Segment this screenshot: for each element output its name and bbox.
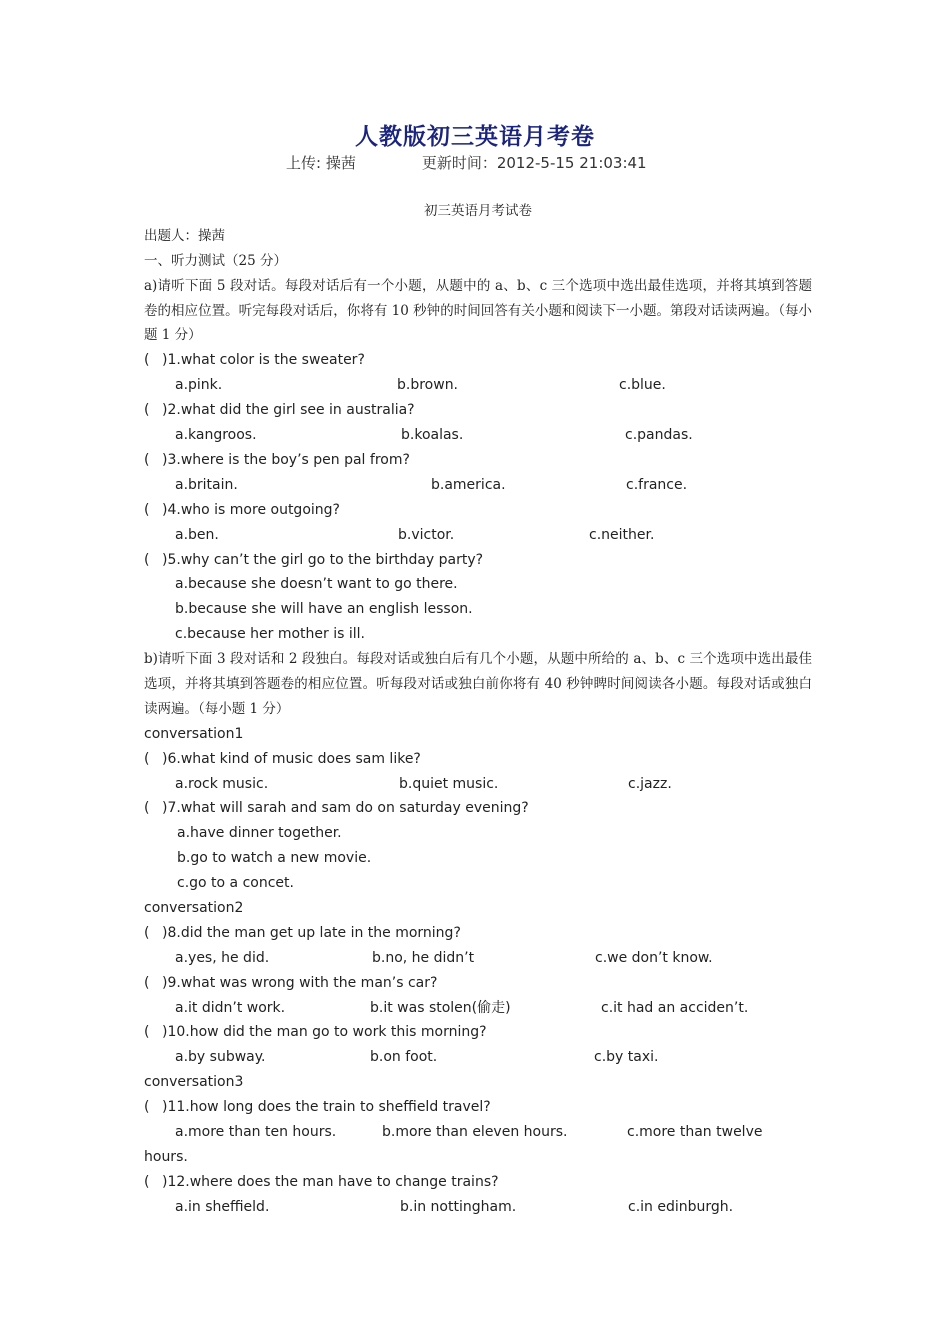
document-body bbox=[144, 199, 812, 1220]
question-8: ( )8.did the man get up late in the morning? bbox=[144, 924, 461, 941]
option-a: a.ben. bbox=[175, 526, 219, 543]
option-a: a.kangroos. bbox=[175, 427, 257, 444]
uploader: 上传: 操茜 bbox=[286, 154, 356, 172]
options-9 bbox=[144, 996, 812, 1021]
option-b: b.brown. bbox=[397, 377, 459, 394]
option-a: a.it didn’t work. bbox=[175, 999, 286, 1016]
option-b: b.it was stolen(偷走) bbox=[370, 999, 511, 1016]
option-c: c.more than twelve bbox=[627, 1124, 763, 1141]
question-2: ( )2.what did the girl see in australia? bbox=[144, 402, 415, 419]
options-6 bbox=[144, 772, 812, 797]
option-c: c.in edinburgh. bbox=[628, 1198, 734, 1215]
option-b: b.america. bbox=[431, 476, 506, 493]
option-c: c.go to a concet. bbox=[177, 875, 294, 892]
instructions-a: a)请听下面 5 段对话。每段对话后有一个小题，从题中的 a、b、c 三个选项中选出最佳选项，并将其填到答题卷的相应位置。听完每段对话后，你将有 10 秒钟的时间回答有关小题和阅读下一小题。第段对话读两遍。（每小题 1 分） bbox=[144, 277, 812, 344]
conversation-heading: conversation3 bbox=[144, 1074, 244, 1091]
option-b: b.go to watch a new movie. bbox=[177, 850, 372, 867]
option-c: c.it had an acciden’t. bbox=[601, 999, 749, 1016]
options-11 bbox=[144, 1120, 812, 1145]
option-b: b.on foot. bbox=[370, 1049, 438, 1066]
option-c: c.by taxi. bbox=[594, 1049, 659, 1066]
instructions-b: b)请听下面 3 段对话和 2 段独白。每段对话或独白后有几个小题，从题中所给的 a、b、c 三个选项中选出最佳选项，并将其填到答题卷的相应位置。听每段对话或独白前你将有 40 秒钟睥时间阅读各小题。每段对话或独白读两遍。（每小题 1 分） bbox=[144, 651, 812, 717]
question-4: ( )4.who is more outgoing? bbox=[144, 501, 340, 518]
option-a: a.more than ten hours. bbox=[175, 1124, 337, 1141]
conversation-heading: conversation1 bbox=[144, 725, 244, 742]
option-c: c.jazz. bbox=[628, 775, 672, 792]
question-12: ( )12.where does the man have to change trains? bbox=[144, 1173, 499, 1190]
option-c: c.neither. bbox=[589, 526, 655, 543]
option-b: b.no, he didn’t bbox=[372, 949, 475, 966]
question-10: ( )10.how did the man go to work this morning? bbox=[144, 1024, 487, 1041]
page-meta bbox=[286, 152, 647, 173]
option-c-continued: hours. bbox=[144, 1148, 188, 1165]
options-10 bbox=[144, 1045, 812, 1070]
options-3 bbox=[144, 473, 812, 498]
update-time: 更新时间：2012-5-15 21:03:41 bbox=[421, 154, 647, 172]
option-c: c.pandas. bbox=[625, 427, 693, 444]
option-c: c.because her mother is ill. bbox=[175, 626, 365, 643]
question-1: ( )1.what color is the sweater? bbox=[144, 352, 365, 369]
options-2 bbox=[144, 423, 812, 448]
option-a: a.rock music. bbox=[175, 775, 269, 792]
option-a: a.pink. bbox=[175, 377, 223, 394]
option-a: a.by subway. bbox=[175, 1049, 266, 1066]
option-a: a.britain. bbox=[175, 476, 238, 493]
question-5: ( )5.why can’t the girl go to the birthday party? bbox=[144, 551, 484, 568]
option-c: c.we don’t know. bbox=[595, 949, 713, 966]
option-a: a.in sheffield. bbox=[175, 1198, 270, 1215]
options-8 bbox=[144, 946, 812, 971]
option-a: a.have dinner together. bbox=[177, 825, 342, 842]
option-c: c.blue. bbox=[619, 377, 666, 394]
options-12 bbox=[144, 1195, 812, 1220]
option-b: b.in nottingham. bbox=[400, 1198, 517, 1215]
question-6: ( )6.what kind of music does sam like? bbox=[144, 750, 421, 767]
doc-subtitle: 初三英语月考试卷 bbox=[424, 203, 532, 219]
option-b: b.more than eleven hours. bbox=[382, 1124, 568, 1141]
page-title: 人教版初三英语月考卷 bbox=[355, 124, 595, 150]
question-9: ( )9.what was wrong with the man’s car? bbox=[144, 974, 438, 991]
option-a: a.because she doesn’t want to go there. bbox=[175, 576, 458, 593]
question-11: ( )11.how long does the train to sheffield travel? bbox=[144, 1099, 491, 1116]
options-4 bbox=[144, 523, 812, 548]
option-c: c.france. bbox=[626, 476, 688, 493]
question-7: ( )7.what will sarah and sam do on saturday evening? bbox=[144, 800, 529, 817]
option-b: b.because she will have an english lesson. bbox=[175, 601, 473, 618]
conversation-heading: conversation2 bbox=[144, 900, 244, 917]
option-b: b.victor. bbox=[398, 526, 455, 543]
question-3: ( )3.where is the boy’s pen pal from? bbox=[144, 451, 410, 468]
doc-author: 出题人：操茜 bbox=[144, 227, 225, 244]
option-b: b.quiet music. bbox=[399, 775, 499, 792]
option-a: a.yes, he did. bbox=[175, 949, 270, 966]
options-1 bbox=[144, 373, 812, 398]
section-heading: 一、听力测试（25 分） bbox=[144, 252, 287, 269]
option-b: b.koalas. bbox=[401, 427, 464, 444]
